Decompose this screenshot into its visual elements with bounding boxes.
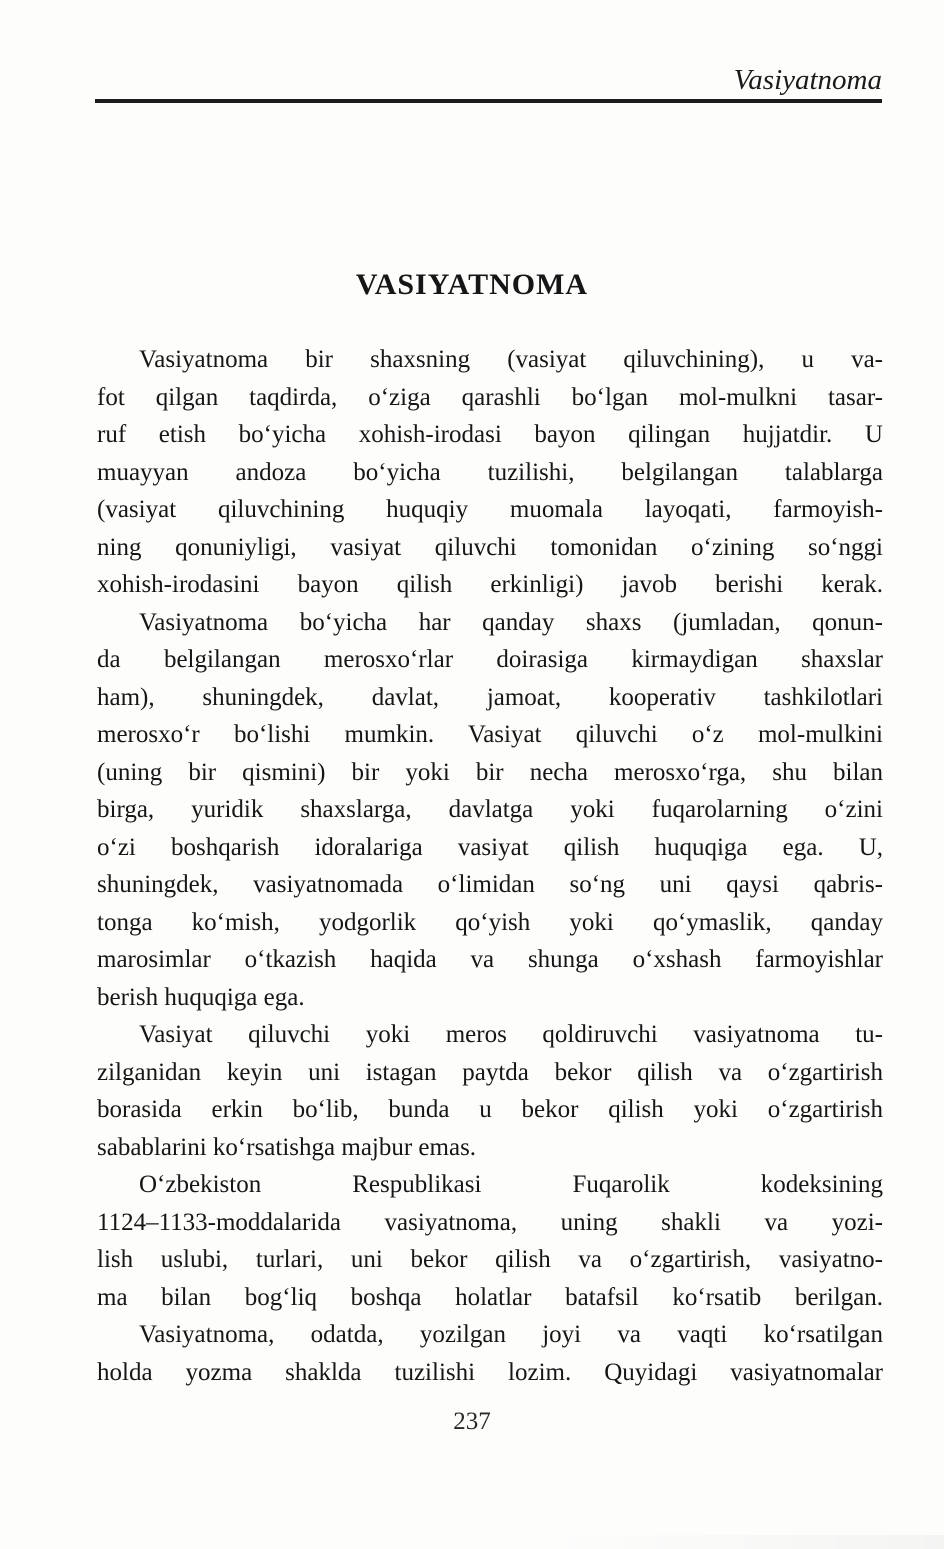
page-text	[97, 341, 883, 1391]
text-line: holda yozma shaklda tuzilishi lozim. Quyidagi vasiyatnomalar	[97, 1358, 883, 1386]
text-line: lish uslubi, turlari, uni bekor qilish va o‘zgartirish, vasiyatno-	[97, 1246, 883, 1273]
text-line: da belgilangan merosxo‘rlar doirasiga kirmaydigan shaxslar	[97, 646, 883, 673]
text-line: ma bilan bog‘liq boshqa holatlar batafsil ko‘rsatib berilgan.	[97, 1283, 883, 1311]
paragraph	[97, 604, 883, 1017]
scan-shadow	[544, 1535, 944, 1549]
text-line: tonga ko‘mish, yodgorlik qo‘yish yoki qo‘ymaslik, qanday	[97, 908, 883, 936]
text-line: shuningdek, vasiyatnomada o‘limidan so‘ng uni qaysi qabris-	[97, 871, 883, 898]
running-head: Vasiyatnoma	[733, 64, 882, 96]
text-line: muayyan andoza bo‘yicha tuzilishi, belgilangan talablarga	[97, 458, 883, 486]
text-line: birga, yuridik shaxslarga, davlatga yoki fuqarolarning o‘zini	[97, 796, 883, 823]
text-line: fot qilgan taqdirda, o‘ziga qarashli bo‘lgan mol-mulkni tasar-	[97, 383, 883, 411]
paragraph	[97, 1166, 883, 1316]
text-line: berish huquqiga ega.	[97, 983, 305, 1011]
text-line: Vasiyatnoma bir shaxsning (vasiyat qiluvchining), u va-	[139, 346, 883, 373]
paragraph	[97, 1316, 883, 1391]
text-line: Vasiyat qiluvchi yoki meros qoldiruvchi vasiyatnoma tu-	[139, 1021, 883, 1048]
page-number: 237	[453, 1408, 491, 1435]
text-line: (vasiyat qiluvchining huquqiy muomala layoqati, farmoyish-	[97, 496, 883, 523]
paragraph	[97, 341, 883, 604]
paragraph	[97, 1016, 883, 1166]
text-line: xohish-irodasini bayon qilish erkinligi) javob berishi kerak.	[97, 571, 883, 598]
text-line: borasida erkin bo‘lib, bunda u bekor qilish yoki o‘zgartirish	[97, 1096, 883, 1123]
text-line: Vasiyatnoma bo‘yicha har qanday shaxs (jumladan, qonun-	[139, 608, 883, 636]
text-line: o‘zi boshqarish idoralariga vasiyat qilish huquqiga ega. U,	[97, 833, 883, 861]
text-line: Vasiyatnoma, odatda, yozilgan joyi va vaqti ko‘rsatilgan	[139, 1321, 883, 1348]
text-line: ning qonuniyligi, vasiyat qiluvchi tomonidan o‘zining so‘nggi	[97, 533, 883, 561]
text-line: (uning bir qismini) bir yoki bir necha merosxo‘rga, shu bilan	[97, 758, 883, 786]
text-line: merosxo‘r bo‘lishi mumkin. Vasiyat qiluvchi o‘z mol-mulkini	[97, 721, 883, 748]
text-line: ham), shuningdek, davlat, jamoat, kooperativ tashkilotlari	[97, 683, 883, 711]
text-line: ruf etish bo‘yicha xohish-irodasi bayon qilingan hujjatdir. U	[97, 421, 883, 448]
text-line: 1124–1133-moddalarida vasiyatnoma, uning shakli va yozi-	[97, 1208, 883, 1236]
page-title: VASIYATNOMA	[355, 268, 589, 301]
header-rule	[95, 99, 882, 103]
text-line: O‘zbekiston Respublikasi Fuqarolik kodeksining	[139, 1171, 883, 1198]
text-line: sabablarini ko‘rsatishga majbur emas.	[97, 1133, 477, 1161]
text-line: zilganidan keyin uni istagan paytda bekor qilish va o‘zgartirish	[97, 1058, 883, 1086]
text-line: marosimlar o‘tkazish haqida va shunga o‘xshash farmoyishlar	[97, 946, 883, 973]
